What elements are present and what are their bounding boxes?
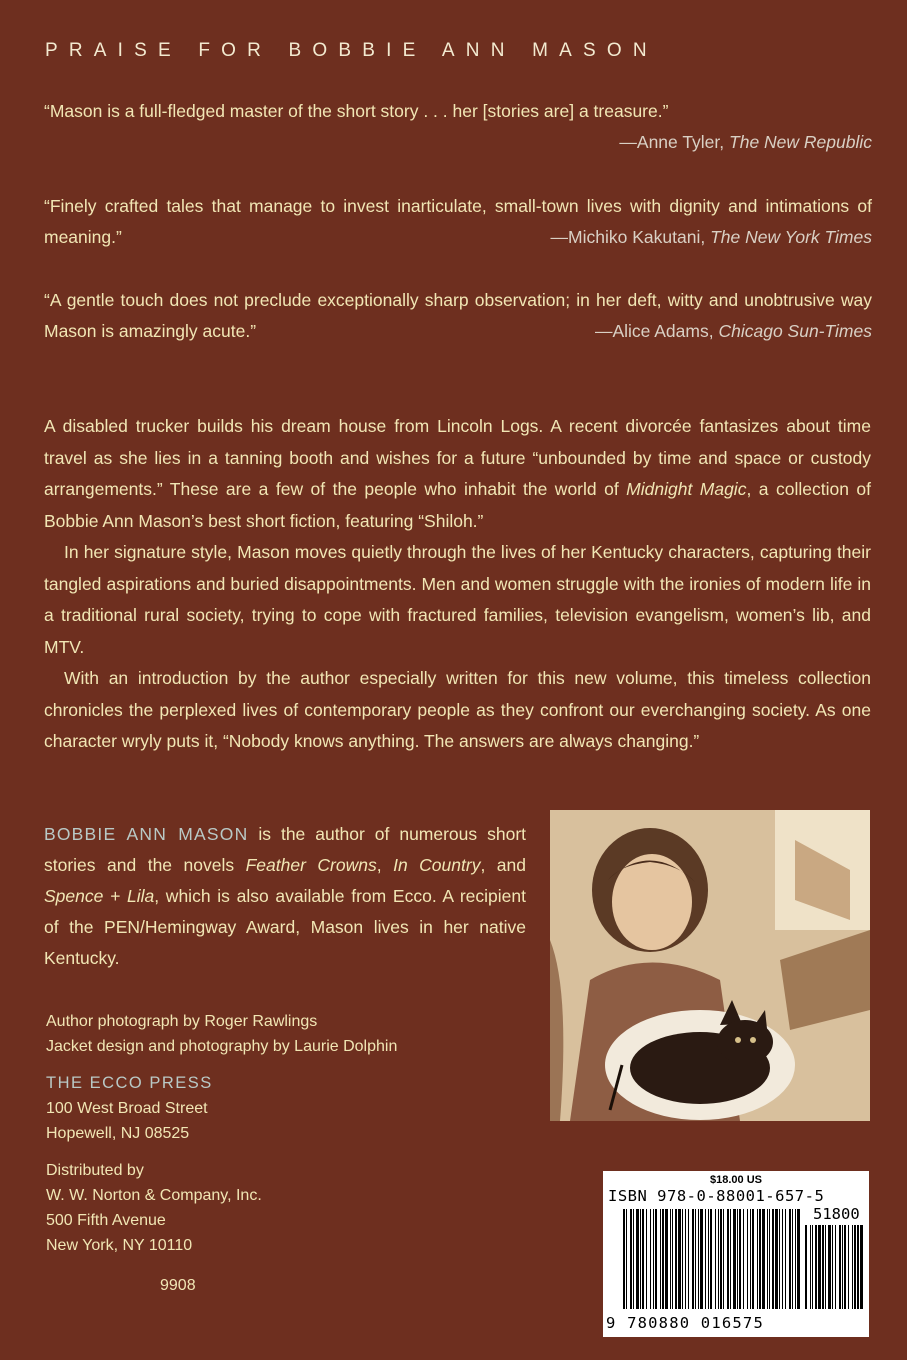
barcode-bar [646,1209,647,1309]
distributor-label: Distributed by [46,1162,144,1179]
addon-bar [839,1225,841,1309]
barcode-bar [762,1209,765,1309]
barcode-bar [727,1209,729,1309]
distributor-address [46,1158,262,1258]
barcode-bar [642,1209,644,1309]
author-photo [550,810,870,1121]
barcode-bar [682,1209,683,1309]
barcode-bar [772,1209,774,1309]
quote-text: “Mason is a full-fledged master of the short story . . . her [stories are] a treasure.” [44,101,669,121]
publisher-name: THE ECCO PRESS [46,1074,213,1092]
barcode-bar [797,1209,800,1309]
barcode-bar [718,1209,719,1309]
addon-bar [842,1225,843,1309]
barcode-bar [737,1209,738,1309]
description-paragraph: In her signature style, Mason moves quietly through the lives of her Kentucky characters, capturing their tangled aspirations and buried disappointments. Men and women struggle with the ironies of modern life in a traditional rural society, trying to cope with fractured families, television evangelism, women’s lib, and MTV. [44,542,871,657]
barcode-bar [698,1209,699,1309]
addon-bar [854,1225,856,1309]
barcode-bar [650,1209,651,1309]
quote-text: “A gentle touch does not preclude exceptionally sharp observation; in her deft, witty and unobtrusive way Mason is amazingly acute.” [44,290,872,341]
barcode-bar [688,1209,689,1309]
barcode-bars [603,1171,869,1337]
publisher-street: 100 West Broad Street [46,1100,208,1117]
barcode-bar [769,1209,770,1309]
addon-bar [825,1225,826,1309]
barcode-bar [670,1209,671,1309]
description-paragraph: A disabled trucker builds his dream house from Lincoln Logs. A recent divorcée fantasizes about time travel as she lies in a tanning booth and wishes for a future “unbounded by time and space or custody arrangements.” These are a few of the people who inhabit the world of Midnight Magic, a collection of Bobbie Ann Mason’s best short fiction, featuring “Shiloh.” [44,416,871,531]
quote-attribution: —Alice Adams, Chicago Sun-Times [594,321,872,341]
isbn-number: ISBN 978-0-88001-657-5 [608,1187,825,1205]
distributor-street: 500 Fifth Avenue [46,1212,166,1229]
barcode-bar [662,1209,664,1309]
barcode-bar [723,1209,724,1309]
barcode-bar [678,1209,681,1309]
barcode-bar [685,1209,686,1309]
quote-attribution: —Anne Tyler, The New Republic [619,132,872,152]
barcode-bar [795,1209,796,1309]
addon-bar [835,1225,836,1309]
ean-number: 9 780880 016575 [606,1314,764,1332]
price-addon-code: 51800 [813,1205,860,1223]
publisher-city: Hopewell, NJ 08525 [46,1125,190,1142]
barcode-bar [640,1209,641,1309]
addon-bar [852,1225,853,1309]
addon-bar [815,1225,817,1309]
addon-bar [860,1225,863,1309]
addon-bar [822,1225,824,1309]
photo-credits [46,1009,397,1059]
author-photo-credit: Author photograph by Roger Rawlings [46,1013,318,1030]
barcode-bar [743,1209,744,1309]
barcode-bar [792,1209,793,1309]
barcode-bar [747,1209,748,1309]
review-quote [44,96,872,158]
addon-bar [832,1225,833,1309]
barcode-bar [759,1209,761,1309]
barcode-bar [653,1209,654,1309]
review-quote [44,285,872,347]
barcode-bar [675,1209,677,1309]
barcode-bar [757,1209,758,1309]
distributor-city: New York, NY 10110 [46,1237,193,1254]
barcode-bar [623,1209,625,1309]
barcode-bar [775,1209,778,1309]
addon-bar [818,1225,821,1309]
barcode-box [603,1171,869,1337]
barcode-bar [633,1209,634,1309]
barcode-bar [660,1209,661,1309]
barcode-bar [715,1209,716,1309]
addon-bar [810,1225,811,1309]
barcode-bar [752,1209,754,1309]
barcode-bar [665,1209,668,1309]
barcode-bar [767,1209,768,1309]
author-bio: BOBBIE ANN MASON is the author of numerous short stories and the novels Feather Crowns, In Country, and Spence + Lila, which is also available from Ecco. A recipient of the PEN/Hemingway Award, Mason lives in her native Kentucky. [44,824,527,968]
addon-bar [844,1225,846,1309]
barcode-bar [692,1209,694,1309]
barcode-bar [672,1209,673,1309]
addon-bar [848,1225,849,1309]
barcode-bar [733,1209,736,1309]
addon-bar [828,1225,831,1309]
barcode-bar [739,1209,741,1309]
print-code: 9908 [160,1277,196,1294]
barcode-bar [782,1209,783,1309]
addon-bar [857,1225,859,1309]
barcode-bar [779,1209,780,1309]
price-label: $18.00 US [710,1174,762,1186]
author-name: BOBBIE ANN MASON [44,824,249,844]
barcode-bar [700,1209,703,1309]
author-photo-illustration [550,810,870,1121]
jacket-design-credit: Jacket design and photography by Laurie Dolphin [46,1038,398,1055]
addon-bar [805,1225,807,1309]
addon-bar [812,1225,813,1309]
barcode-bar [655,1209,657,1309]
barcode-bar [695,1209,696,1309]
review-quote [44,191,872,253]
barcode-bar [708,1209,709,1309]
barcode-bar [705,1209,706,1309]
praise-heading: PRAISE FOR BOBBIE ANN MASON [45,40,658,61]
barcode-bar [626,1209,627,1309]
barcode-bar [710,1209,712,1309]
publisher-address [46,1071,213,1146]
barcode-bar [630,1209,632,1309]
book-description [44,411,871,758]
barcode-bar [730,1209,731,1309]
distributor-name: W. W. Norton & Company, Inc. [46,1187,262,1204]
quote-text: “Finely crafted tales that manage to invest inarticulate, small-town lives with dignity and intimations of meaning.” [44,196,872,247]
description-paragraph: With an introduction by the author especially written for this new volume, this timeless collection chronicles the perplexed lives of contemporary people as they confront our everchanging society. As one character wryly puts it, “Nobody knows anything. The answers are always changing.” [44,668,871,751]
barcode-bar [785,1209,786,1309]
barcode-bar [636,1209,639,1309]
barcode-bar [720,1209,722,1309]
quote-attribution: —Michiko Kakutani, The New York Times [550,227,872,247]
barcode-bar [750,1209,751,1309]
barcode-bar [789,1209,791,1309]
